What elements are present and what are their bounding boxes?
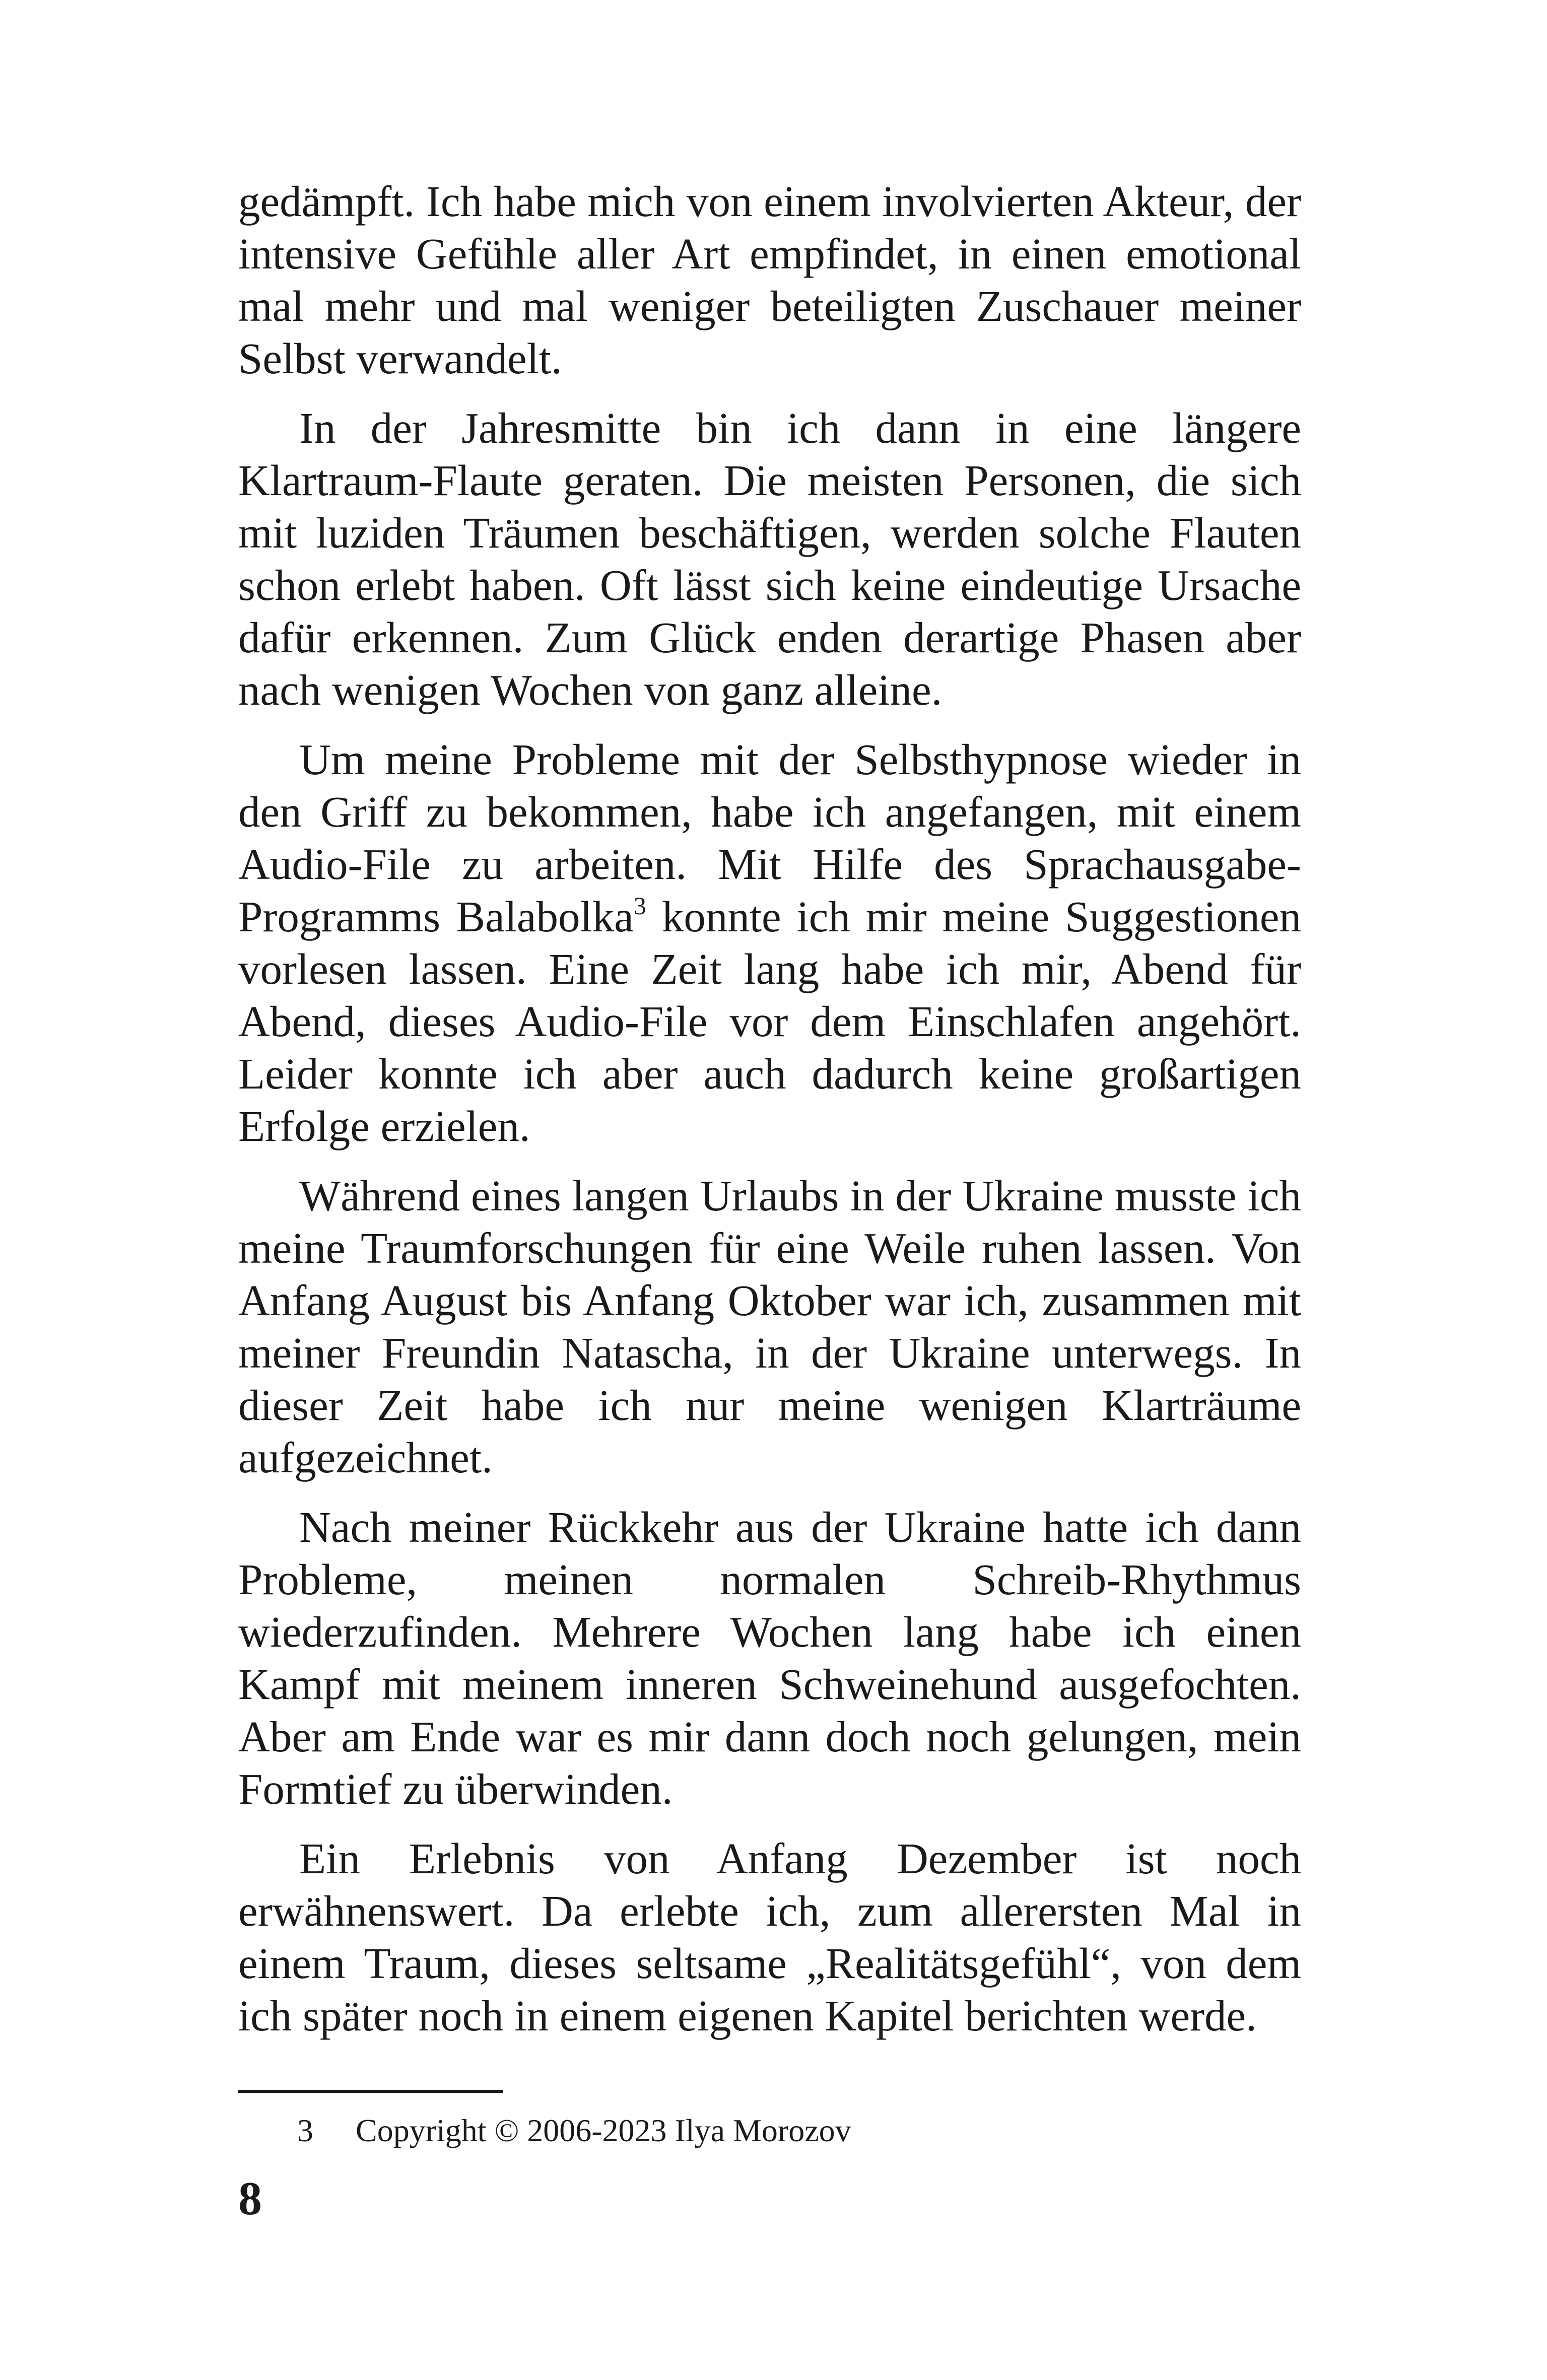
paragraph-3	[238, 733, 1301, 1152]
footnote-number: 3	[297, 2113, 313, 2148]
footnote-divider	[238, 2090, 503, 2093]
paragraph-6: Ein Erlebnis von Anfang Dezember ist noch erwähnenswert. Da erlebte ich, zum allerersten Mal in einem Traum, dieses seltsame „Realitätsgefühl“, von dem ich später noch in einem eigenen Kapitel berichten werde.	[238, 1834, 1301, 2040]
paragraph-1: gedämpft. Ich habe mich von einem involvierten Akteur, der intensive Gefühle aller Art empfindet, in einen emotional mal mehr und mal weniger beteiligten Zuschauer meiner Selbst verwandelt.	[238, 177, 1301, 383]
footnote-text: Copyright © 2006-2023 Ilya Morozov	[356, 2113, 851, 2148]
footnote-reference[interactable]: 3	[633, 892, 646, 920]
page-number: 8	[238, 2172, 262, 2225]
paragraph-5: Nach meiner Rückkehr aus der Ukraine hatte ich dann Probleme, meinen normalen Schreib-Rhythmus wiederzufinden. Mehrere Wochen lang habe ich einen Kampf mit meinem inneren Schweinehund ausgefochten. Aber am Ende war es mir dann doch noch gelungen, mein Formtief zu überwinden.	[238, 1503, 1301, 1813]
footnote	[297, 2111, 851, 2151]
paragraph-4: Während eines langen Urlaubs in der Ukraine musste ich meine Traumforschungen für eine Weile ruhen lassen. Von Anfang August bis Anfang Oktober war ich, zusammen mit meiner Freundin Natascha, in der Ukraine unterwegs. In dieser Zeit habe ich nur meine wenigen Klarträume aufgezeichnet.	[238, 1171, 1301, 1482]
paragraph-3-text-before: Um meine Probleme mit der Selbsthypnose wieder in den Griff zu bekommen, habe ich angefangen, mit einem Audio-File zu arbeiten. Mit Hilfe des Sprachausgabe-Programms Balabolka	[238, 735, 1301, 941]
paragraph-3-text-after: konnte ich mir meine Suggestionen vorlesen lassen. Eine Zeit lang habe ich mir, Abend für Abend, dieses Audio-File vor dem Einschlafen angehört. Leider konnte ich aber auch dadurch keine großartigen Erfolge erzielen.	[238, 892, 1301, 1150]
paragraph-2: In der Jahresmitte bin ich dann in eine längere Klartraum-Flaute geraten. Die meisten Personen, die sich mit luziden Träumen beschäftigen, werden solche Flauten schon erlebt haben. Oft lässt sich keine eindeutige Ursache dafür erkennen. Zum Glück enden derartige Phasen aber nach wenigen Wochen von ganz alleine.	[238, 403, 1301, 714]
body-text	[238, 175, 1301, 2059]
